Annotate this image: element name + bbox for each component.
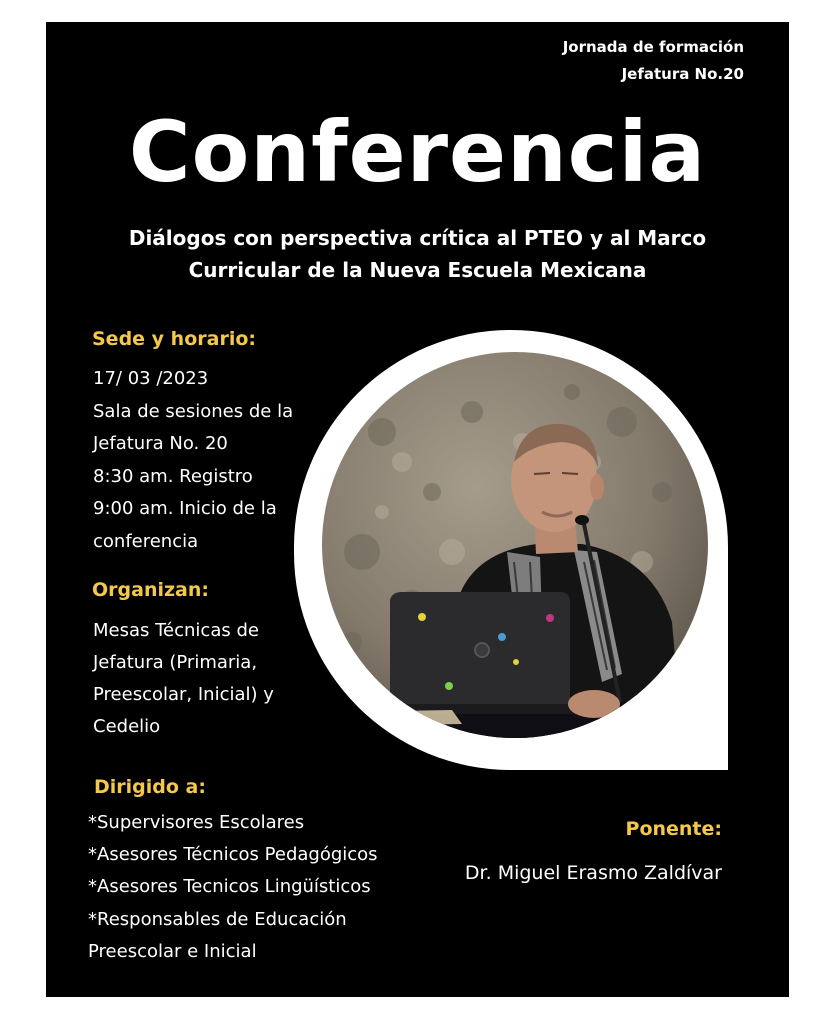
sede-line: 17/ 03 /2023 — [93, 368, 209, 389]
sede-line: Sala de sesiones de la — [93, 400, 294, 422]
organizan-heading: Organizan: — [92, 579, 209, 601]
organizan-line: Mesas Técnicas de — [93, 620, 259, 641]
ponente-heading: Ponente: — [625, 818, 722, 840]
subtitle — [46, 222, 789, 286]
ponente-name: Dr. Miguel Erasmo Zaldívar — [464, 862, 722, 884]
sede-line: Jefatura No. 20 — [93, 433, 228, 454]
dirigido-heading: Dirigido a: — [94, 776, 206, 798]
event-organizer: Jefatura No.20 — [621, 65, 744, 83]
dirigido-line: *Asesores Técnicos Pedagógicos — [88, 844, 378, 866]
speaker-photo-illustration — [322, 352, 708, 738]
dirigido-line: *Responsables de Educación — [88, 908, 347, 930]
event-header — [563, 34, 744, 88]
dirigido-line: Preescolar e Inicial — [88, 940, 257, 962]
dirigido-line: *Supervisores Escolares — [88, 812, 305, 833]
sede-line: conferencia — [93, 530, 199, 552]
poster — [46, 22, 789, 997]
dirigido-line: *Asesores Tecnicos Lingüísticos — [88, 876, 371, 898]
subtitle-line: Curricular de la Nueva Escuela Mexicana — [188, 258, 647, 282]
subtitle-line: Diálogos con perspectiva crítica al PTEO y al Marco — [128, 226, 707, 250]
organizan-details — [93, 615, 274, 743]
sede-line: 9:00 am. Inicio de la — [93, 498, 277, 519]
event-type: Jornada de formación — [562, 38, 744, 56]
sede-line: 8:30 am. Registro — [93, 465, 253, 487]
sede-heading: Sede y horario: — [92, 328, 256, 350]
organizan-line: Preescolar, Inicial) y — [93, 684, 274, 705]
sede-details — [93, 363, 293, 558]
speaker-photo — [322, 352, 708, 738]
organizan-line: Cedelio — [93, 716, 161, 737]
organizan-line: Jefatura (Primaria, — [93, 652, 258, 673]
page-title: Conferencia — [128, 103, 707, 201]
dirigido-details — [88, 807, 378, 968]
